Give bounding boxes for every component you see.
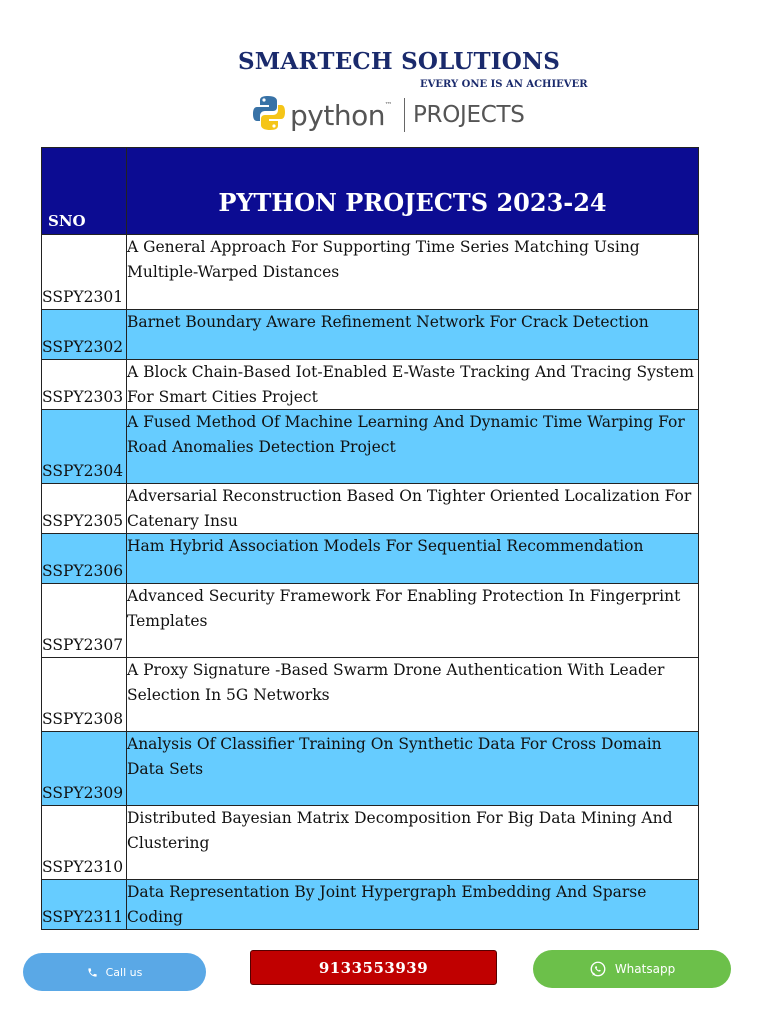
- row-title: Advanced Security Framework For Enabling Protection In Fingerprint Templates: [127, 584, 699, 658]
- projects-wordmark: PROJECTS: [412, 102, 525, 128]
- table-row: [42, 484, 699, 534]
- row-title: A General Approach For Supporting Time Series Matching Using Multiple-Warped Distances: [127, 235, 699, 310]
- column-header-sno: SNO: [42, 148, 127, 235]
- row-sno: SSPY2301: [42, 235, 127, 310]
- table-row: [42, 584, 699, 658]
- page-header: [0, 0, 768, 140]
- python-logo-icon: [252, 95, 286, 135]
- row-title: Adversarial Reconstruction Based On Tighter Oriented Localization For Catenary Insu: [127, 484, 699, 534]
- table-row: [42, 732, 699, 806]
- table-row: [42, 310, 699, 360]
- python-wordmark: python: [290, 98, 385, 132]
- row-sno: SSPY2302: [42, 310, 127, 360]
- row-sno: SSPY2307: [42, 584, 127, 658]
- whatsapp-button[interactable]: [533, 950, 731, 988]
- trademark-mark: ™: [384, 101, 392, 109]
- row-sno: SSPY2304: [42, 410, 127, 484]
- table-row: [42, 235, 699, 310]
- row-title: A Block Chain-Based Iot-Enabled E-Waste Tracking And Tracing System For Smart Cities Project: [127, 360, 699, 410]
- table-row: [42, 806, 699, 880]
- whatsapp-icon: [589, 960, 607, 978]
- logo-divider: [404, 98, 405, 132]
- table-title: PYTHON PROJECTS 2023-24: [127, 148, 699, 235]
- table-header-row: [42, 148, 699, 235]
- call-us-label: Call us: [105, 965, 143, 979]
- table-row: [42, 410, 699, 484]
- phone-icon: [87, 967, 98, 978]
- row-sno: SSPY2306: [42, 534, 127, 584]
- company-name: SMARTECH SOLUTIONS: [237, 48, 561, 75]
- row-sno: SSPY2303: [42, 360, 127, 410]
- row-title: Data Representation By Joint Hypergraph Embedding And Sparse Coding: [127, 880, 699, 930]
- row-sno: SSPY2308: [42, 658, 127, 732]
- row-sno: SSPY2310: [42, 806, 127, 880]
- table-row: [42, 658, 699, 732]
- row-sno: SSPY2305: [42, 484, 127, 534]
- whatsapp-label: Whatsapp: [614, 962, 676, 976]
- row-title: Barnet Boundary Aware Refinement Network For Crack Detection: [127, 310, 699, 360]
- row-title: Analysis Of Classifier Training On Synthetic Data For Cross Domain Data Sets: [127, 732, 699, 806]
- row-title: A Proxy Signature -Based Swarm Drone Authentication With Leader Selection In 5G Networks: [127, 658, 699, 732]
- row-sno: SSPY2311: [42, 880, 127, 930]
- python-projects-logo: [252, 95, 525, 135]
- table-row: [42, 534, 699, 584]
- table-body: [42, 235, 699, 930]
- table-row: [42, 360, 699, 410]
- row-sno: SSPY2309: [42, 732, 127, 806]
- row-title: A Fused Method Of Machine Learning And Dynamic Time Warping For Road Anomalies Detection Project: [127, 410, 699, 484]
- phone-number-button[interactable]: 9133553939: [250, 950, 497, 985]
- projects-table: [41, 147, 699, 930]
- company-tagline: EVERY ONE IS AN ACHIEVER: [420, 79, 588, 90]
- call-us-button[interactable]: [23, 953, 206, 991]
- row-title: Ham Hybrid Association Models For Sequential Recommendation: [127, 534, 699, 584]
- table-row: [42, 880, 699, 930]
- row-title: Distributed Bayesian Matrix Decomposition For Big Data Mining And Clustering: [127, 806, 699, 880]
